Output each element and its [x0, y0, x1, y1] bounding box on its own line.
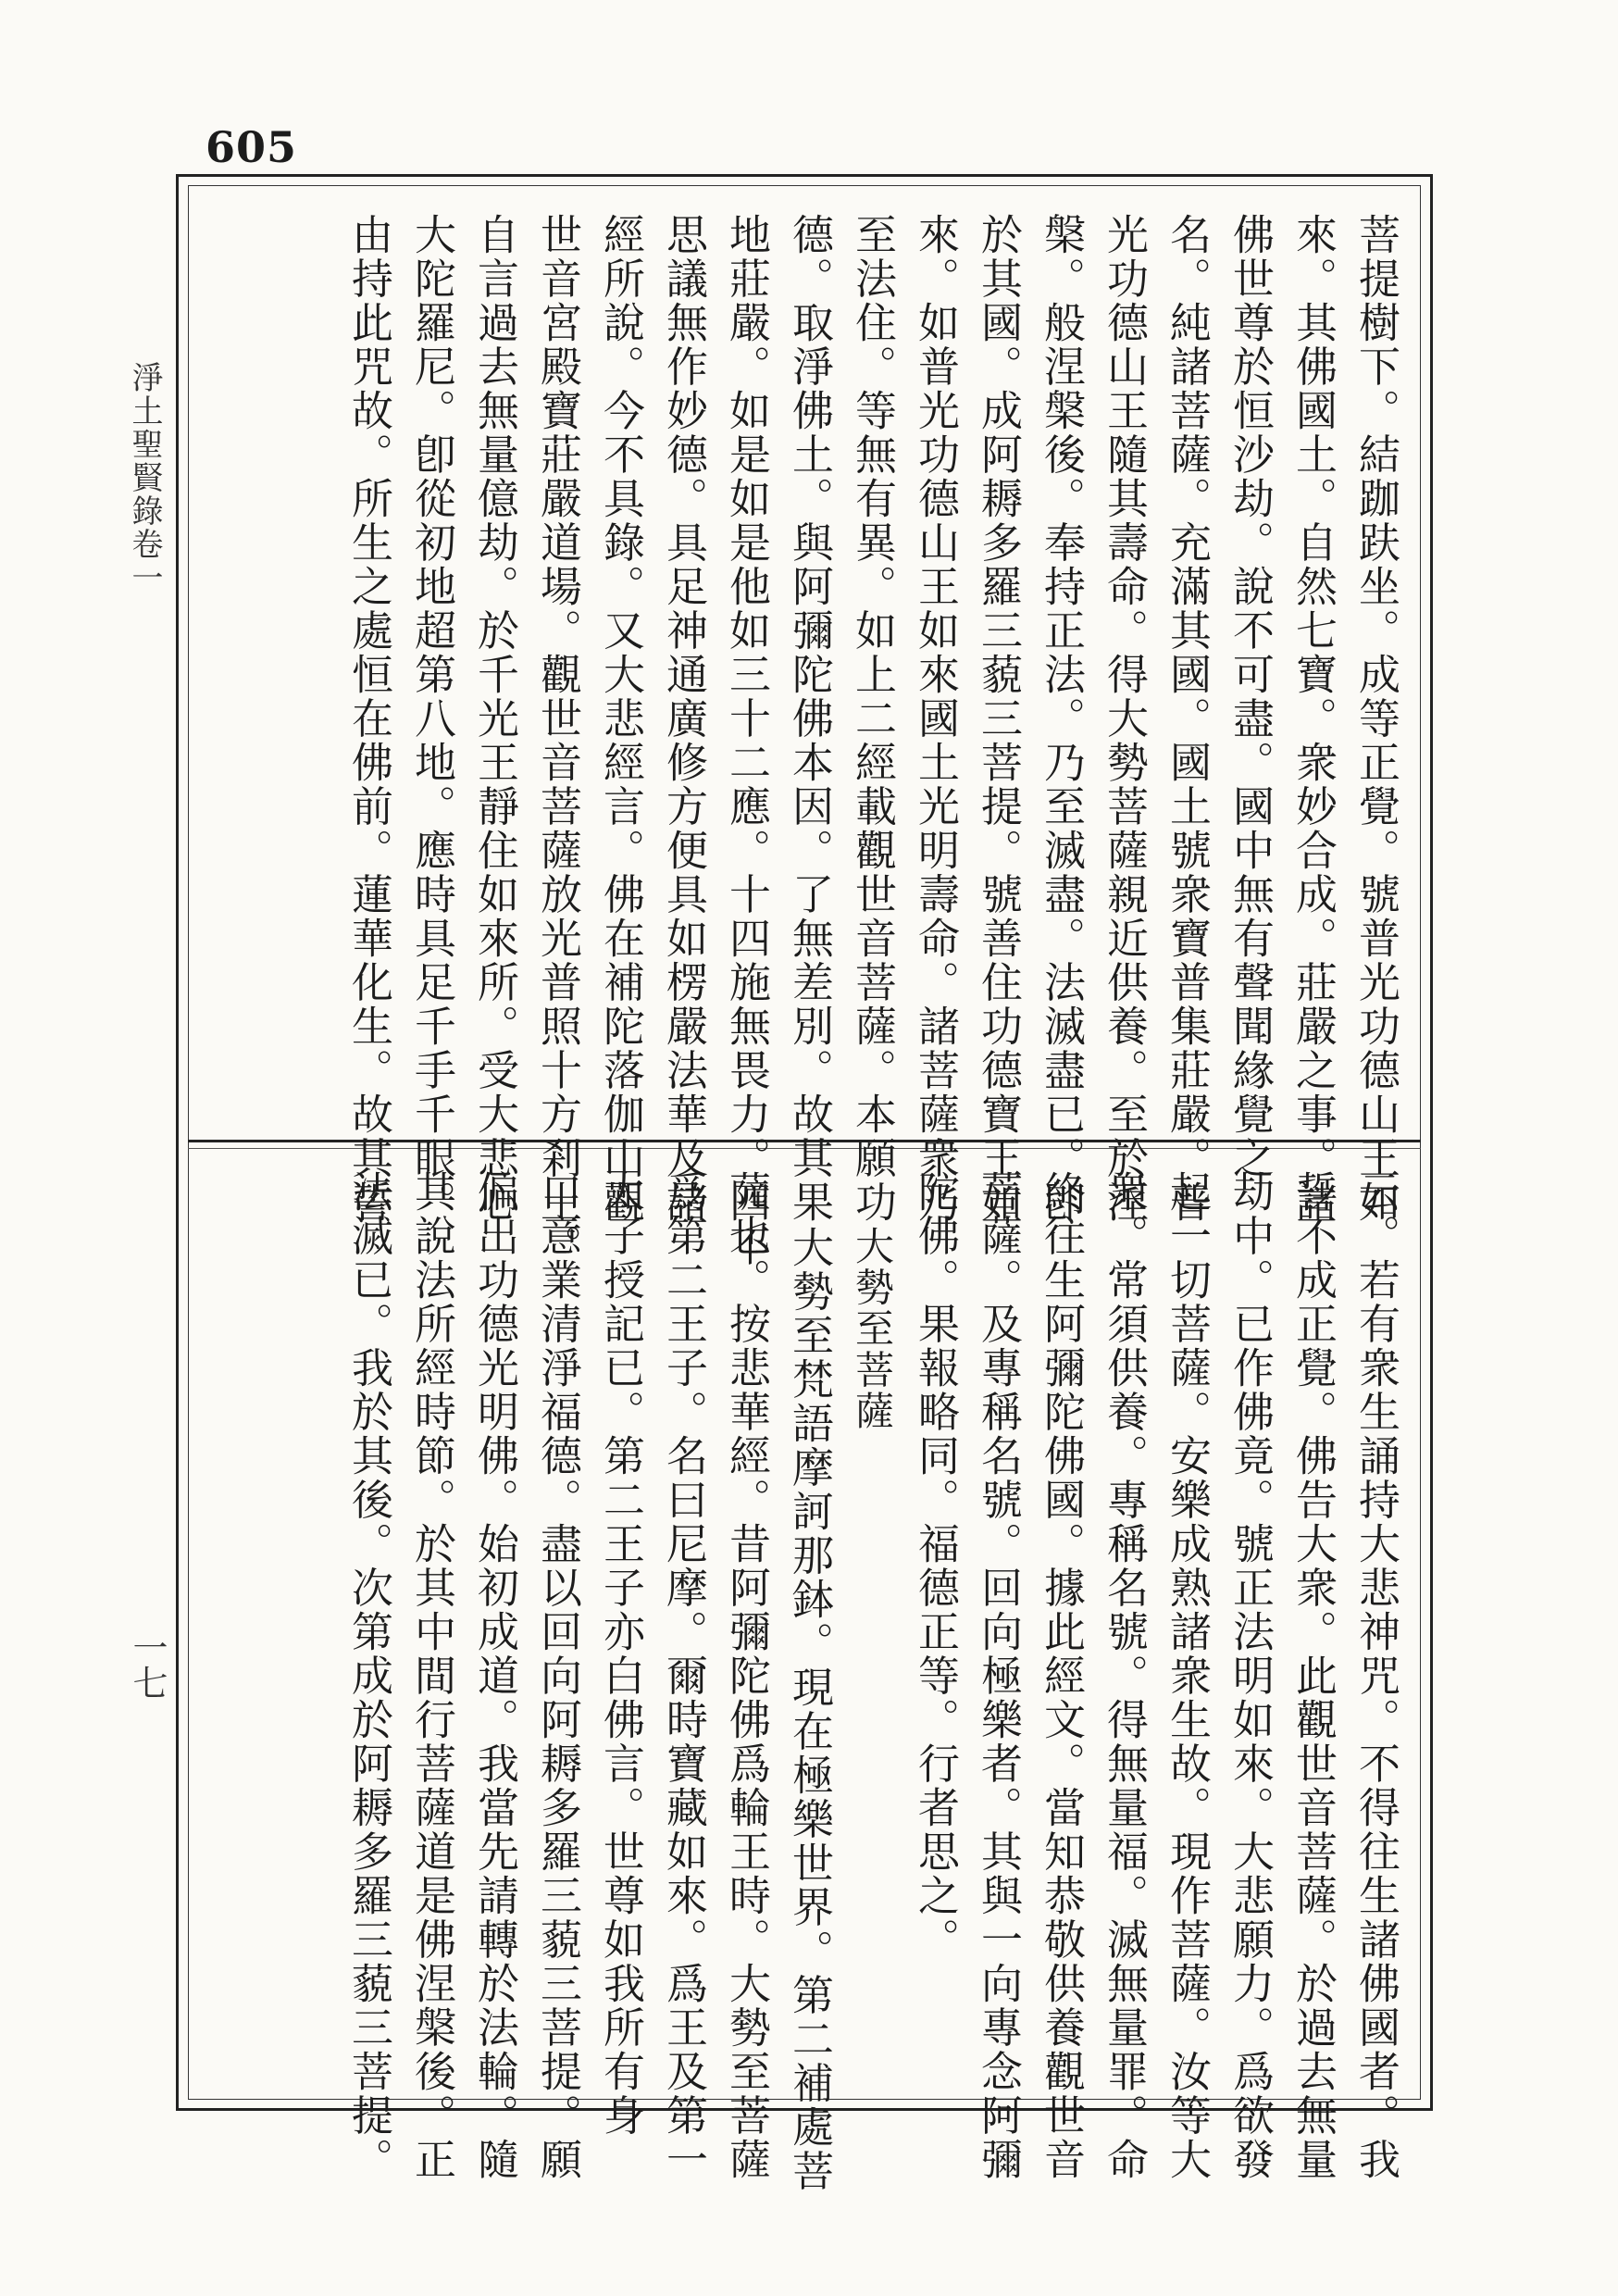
text-column: 光功德山王隨其壽命。得大勢菩薩親近供養。至於涅	[1100, 213, 1149, 1225]
margin-book-title: 淨土聖賢錄卷一	[126, 361, 163, 594]
text-column: 世音宮殿寶莊嚴道場。觀世音菩薩放光普照十方剎土。	[533, 213, 582, 1268]
text-column: 劫中。已作佛竟。號正法明如來。大悲願力。爲欲發	[1226, 1170, 1275, 2182]
lower-text-block	[220, 1170, 1405, 2193]
text-column: 於其國。成阿耨多羅三藐三菩提。號善住功德寶王如	[974, 213, 1023, 1225]
text-column: 名。純諸菩薩。充滿其國。國土號衆寶普集莊嚴。普	[1163, 213, 1212, 1225]
text-column: 爲第二王子。名曰尼摩。爾時寶藏如來。爲王及第一	[659, 1170, 708, 2182]
text-column: 終往生阿彌陀佛國。據此經文。當知恭敬供養觀世音	[1037, 1170, 1086, 2182]
text-column: 大陀羅尼。卽從初地超第八地。應時具足千手千眼。	[407, 213, 456, 1225]
text-column: 槃。般涅槃後。奉持正法。乃至滅盡。法滅盡已。卽	[1037, 213, 1086, 1225]
text-column: 來。如普光功德山王如來國土光明壽命。諸菩薩衆乃	[911, 213, 960, 1225]
text-column: 佛世尊於恒沙劫。說不可盡。國中無有聲聞緣覺之	[1226, 213, 1275, 1180]
text-column: 由持此咒故。所生之處恒在佛前。蓮華化生。故其誓	[344, 213, 393, 1225]
text-column: 大勢至梵語摩訶那鉢。現在極樂世界。第二補處菩	[785, 1226, 834, 2193]
section-heading: 大勢至菩薩	[850, 1226, 895, 1432]
text-column: 口意業清淨福德。盡以回向阿耨多羅三藐三菩提。願	[533, 1170, 582, 2182]
text-column: 自言過去無量億劫。於千光王靜住如來所。受大悲心	[470, 213, 519, 1225]
text-column: 太子授記已。第二王子亦白佛言。世尊如我所有身	[596, 1170, 645, 2138]
text-column: 來。其佛國土。自然七寶。衆妙合成。莊嚴之事。諸	[1288, 213, 1338, 1225]
text-column: 菩薩。及專稱名號。回向極樂者。其與一向專念阿彌	[974, 1170, 1023, 2182]
text-column: 思議無作妙德。具足神通廣修方便具如楞嚴法華及諸	[659, 213, 708, 1225]
text-column: 經所說。今不具錄。又大悲經言。佛在補陀落伽山觀	[596, 213, 645, 1225]
page-number: 605	[205, 122, 298, 172]
text-column: 起一切菩薩。安樂成熟諸衆生故。現作菩薩。汝等大	[1163, 1170, 1212, 2182]
text-column: 偏出功德光明佛。始初成道。我當先請轉於法輪。隨	[470, 1170, 519, 2182]
text-column: 德。取淨佛土。與阿彌陀佛本因。了無差別。故其果	[785, 213, 834, 1225]
text-column: 菩提樹下。結跏趺坐。成等正覺。號普光功德山王如	[1351, 213, 1400, 1225]
text-column: 誓不成正覺。佛告大衆。此觀世音菩薩。於過去無量	[1288, 1170, 1338, 2182]
text-column: 薩也。按悲華經。昔阿彌陀佛爲輪王時。大勢至菩薩	[722, 1170, 771, 2182]
text-column: 陀佛。果報略同。福德正等。行者思之。	[911, 1170, 960, 1962]
margin-folio: 一七	[127, 1629, 168, 1700]
text-column: 地莊嚴。如是如是他如三十二應。十四施無畏力。四不	[722, 213, 771, 1268]
text-column: 至法住。等無有異。如上二經載觀世音菩薩。本願功	[848, 213, 897, 1225]
text-column: 衆。常須供養。專稱名號。得無量福。滅無量罪。命	[1100, 1170, 1149, 2182]
text-column: 法滅已。我於其後。次第成於阿耨多羅三藐三菩提。	[344, 1170, 393, 2182]
upper-text-block	[220, 213, 1405, 1268]
text-column: 其說法所經時節。於其中間行菩薩道是佛涅槃後。正	[407, 1170, 456, 2182]
text-column: 云。若有衆生誦持大悲神咒。不得往生諸佛國者。我	[1351, 1170, 1400, 2182]
